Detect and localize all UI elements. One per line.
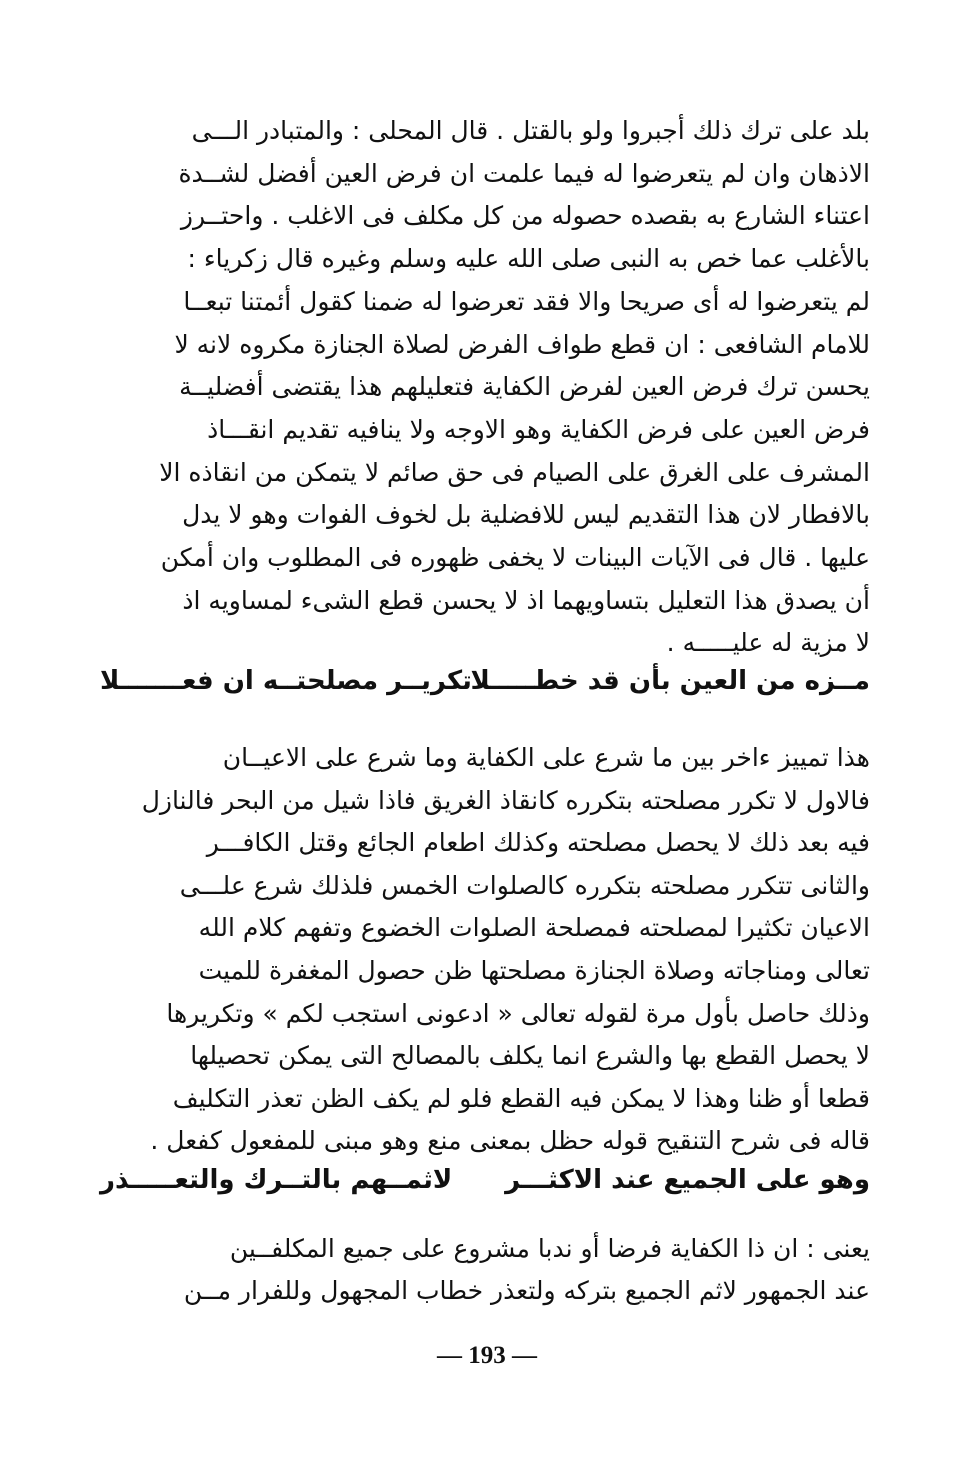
body-paragraph-2	[100, 737, 870, 1163]
text-line: تعالى ومناجاته وصلاة الجنازة مصلحتها ظن حصول المغفرة للميت	[198, 955, 870, 985]
text-line: يحسن ترك فرض العين لفرض الكفاية فتعليلهم هذا يقتضى أفضليــة	[179, 372, 870, 402]
text-line: بالأغلب عما خص به النبى صلى الله عليه وسلم وغيره قال زكرياء :	[187, 244, 870, 274]
verse-first-hemistich: مــزه من العين بأن قد خطـــــلا	[470, 666, 870, 696]
text-line: بلد على ترك ذلك أجبروا ولو بالقتل . قال المحلى : والمتبادر الـــى	[191, 116, 870, 145]
text-line: فالاول لا تكرر مصلحته بتكرره كانقاذ الغريق فاذا شيل من البحر فالنازل	[141, 785, 870, 815]
text-line: والثانى تتكرر مصلحته بتكرره كالصلوات الخمس فلذلك شرع علـــى	[179, 870, 870, 900]
text-line: وذلك حاصل بأول مرة لقوله تعالى « ادعونى استجب لكم » وتكريرها	[166, 998, 870, 1028]
text-line: للامام الشافعى : ان قطع طواف الفرض لصلاة الجنازة مكروه لانه لا	[174, 329, 870, 359]
text-line: لا يحصل القطع بها والشرع انما يكلف بالمصالح التى يمكن تحصيلها	[190, 1041, 870, 1071]
text-line: بالافطار لان هذا التقديم ليس للافضلية بل لخوف الفوات وهو لا يدل	[182, 500, 870, 530]
text-line: عليها . قال فى الآيات البينات لا يخفى ظهوره فى المطلوب وان أمكن	[160, 543, 870, 573]
text-line: المشرف على الغرق على الصيام فى حق صائم لا يتمكن من انقاذه الا	[159, 457, 870, 487]
body-paragraph-1	[100, 110, 870, 665]
text-line: أن يصدق هذا التعليل بتساويهما اذ لا يحسن قطع الشىء لمساويه اذ	[182, 585, 870, 615]
text-line: الاذهان وان لم يتعرضوا له فيما علمت ان فرض العين أفضل لشــدة	[178, 158, 870, 188]
text-line: لا مزية له عليـــــه .	[666, 628, 870, 658]
text-line: عند الجمهور لاثم الجميع بتركه ولتعذر خطاب المجهول وللفرار مــن	[183, 1276, 870, 1305]
text-line: يعنى : ان ذا الكفاية فرضا أو ندبا مشروع على جميع المكلفــين	[229, 1234, 870, 1263]
body-paragraph-3	[100, 1228, 870, 1312]
text-line: لم يتعرضوا له أى صريحا والا فقد تعرضوا له ضمنا كقول أئمتنا تبعــا	[183, 286, 870, 316]
text-line: قاله فى شرح التنقيح قوله حظل بمعنى منع وهو مبنى للمفعول كفعل .	[150, 1126, 870, 1156]
text-line: فرض العين على فرض الكفاية وهو الاوجه ولا ينافيه تقديم انقـــاذ	[207, 414, 870, 444]
text-line: قطعا أو ظنا وهذا لا يمكن فيه القطع فلو لم يكف الظن تعذر التكليف	[172, 1083, 870, 1113]
page-number: — 193 —	[437, 1342, 537, 1369]
verse-second-hemistich: تكريــر مصلحتــه ان فعـــــــلا	[100, 666, 472, 696]
text-line: هذا تمييز ءاخر بين ما شرع على الكفاية وما شرع على الاعيــان	[222, 743, 870, 772]
text-line: اعتناء الشارع به بقصده حصوله من كل مكلف فى الاغلب . واحتــرز	[180, 201, 870, 231]
text-line: فيه بعد ذلك لا يحصل مصلحته وكذلك اطعام الجائع وقتل الكافـــر	[206, 828, 870, 858]
text-line: الاعيان تكثيرا لمصلحته فمصلحة الصلوات الخضوع وتفهم كلام الله	[198, 913, 870, 943]
verse-second-hemistich: لاثمــهم بالتــرك والتعـــــذر	[100, 1165, 453, 1195]
verse-first-hemistich: وهو على الجميع عند الاكثـــر	[505, 1165, 870, 1195]
